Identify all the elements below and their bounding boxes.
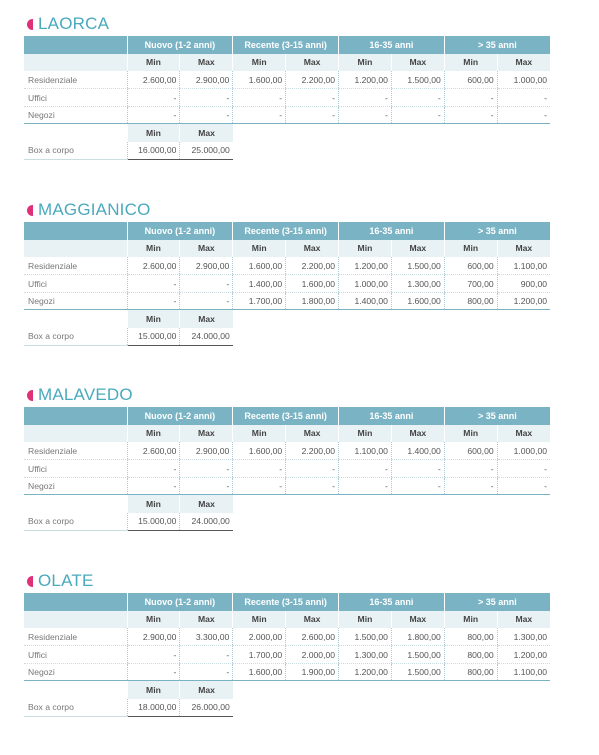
price-cell: 1.200,00 — [339, 257, 392, 275]
price-cell: 2.200,00 — [286, 442, 339, 460]
price-cell: 1.700,00 — [233, 646, 286, 664]
header-blank-cell — [24, 681, 127, 699]
price-cell: - — [127, 275, 180, 293]
box-min-header: Min — [127, 681, 180, 699]
price-cell: - — [339, 106, 392, 124]
max-header: Max — [180, 425, 233, 443]
box-min-value: 15.000,00 — [127, 513, 180, 531]
box-min-value: 18.000,00 — [127, 699, 180, 717]
age-group-header: 16-35 anni — [339, 407, 445, 425]
max-header: Max — [286, 54, 339, 72]
row-label: Residenziale — [24, 628, 127, 646]
header-blank-cell — [24, 54, 127, 72]
box-min-value: 16.000,00 — [127, 142, 180, 160]
box-row — [24, 328, 550, 346]
price-cell: - — [444, 477, 497, 495]
age-group-header: Recente (3-15 anni) — [233, 593, 339, 611]
half-circle-marker-icon — [27, 576, 33, 587]
header-blank-cell — [233, 310, 550, 328]
header-blank-cell — [24, 310, 127, 328]
min-max-header-row — [24, 425, 550, 443]
price-cell: 1.800,00 — [391, 628, 444, 646]
age-group-header: Nuovo (1-2 anni) — [127, 407, 233, 425]
price-table — [24, 593, 550, 717]
box-label: Box a corpo — [24, 513, 127, 531]
price-cell: 2.900,00 — [180, 442, 233, 460]
max-header: Max — [286, 240, 339, 258]
price-cell: 1.300,00 — [339, 646, 392, 664]
min-header: Min — [127, 240, 180, 258]
age-group-header: > 35 anni — [444, 593, 550, 611]
price-cell: 1.100,00 — [497, 663, 550, 681]
box-label: Box a corpo — [24, 328, 127, 346]
price-cell: 1.700,00 — [233, 292, 286, 310]
price-cell: - — [180, 460, 233, 478]
box-header-row — [24, 124, 550, 142]
price-cell: 800,00 — [444, 292, 497, 310]
box-row — [24, 513, 550, 531]
price-cell: - — [127, 460, 180, 478]
price-cell: 1.400,00 — [233, 275, 286, 293]
price-cell: - — [127, 292, 180, 310]
price-cell: 700,00 — [444, 275, 497, 293]
min-header: Min — [127, 611, 180, 629]
box-max-header: Max — [180, 495, 233, 513]
box-max-value: 24.000,00 — [180, 513, 233, 531]
price-cell: - — [180, 106, 233, 124]
price-cell: 2.900,00 — [180, 71, 233, 89]
price-cell: - — [286, 106, 339, 124]
row-label: Uffici — [24, 646, 127, 664]
table-row — [24, 257, 550, 275]
price-cell: 600,00 — [444, 442, 497, 460]
price-cell: - — [497, 106, 550, 124]
price-cell: 1.000,00 — [339, 275, 392, 293]
box-min-header: Min — [127, 124, 180, 142]
price-cell: 1.500,00 — [391, 646, 444, 664]
section-title: OLATE — [38, 571, 94, 590]
box-max-value: 25.000,00 — [180, 142, 233, 160]
min-max-header-row — [24, 611, 550, 629]
price-cell: 2.900,00 — [127, 628, 180, 646]
row-label: Residenziale — [24, 257, 127, 275]
price-cell: 1.100,00 — [497, 257, 550, 275]
price-cell: 1.200,00 — [339, 71, 392, 89]
header-blank-cell — [24, 124, 127, 142]
age-group-header-row — [24, 407, 550, 425]
price-table — [24, 222, 550, 346]
price-cell: - — [180, 663, 233, 681]
district-section — [24, 14, 550, 160]
section-header — [24, 14, 550, 34]
min-header: Min — [444, 240, 497, 258]
min-max-header-row — [24, 54, 550, 72]
price-cell: 2.000,00 — [233, 628, 286, 646]
header-blank-cell — [24, 240, 127, 258]
table-row — [24, 663, 550, 681]
max-header: Max — [497, 240, 550, 258]
price-cell: 1.800,00 — [286, 292, 339, 310]
price-cell: - — [391, 477, 444, 495]
price-cell: - — [497, 477, 550, 495]
row-label: Residenziale — [24, 71, 127, 89]
min-header: Min — [339, 240, 392, 258]
box-blank-cell — [233, 142, 550, 160]
price-cell: 1.600,00 — [391, 292, 444, 310]
age-group-header: > 35 anni — [444, 222, 550, 240]
half-circle-marker-icon — [27, 390, 33, 401]
price-cell: 1.300,00 — [497, 628, 550, 646]
age-group-header: 16-35 anni — [339, 593, 445, 611]
age-group-header: 16-35 anni — [339, 222, 445, 240]
price-cell: - — [127, 663, 180, 681]
half-circle-marker-icon — [27, 205, 33, 216]
price-cell: - — [180, 89, 233, 107]
price-cell: 1.100,00 — [339, 442, 392, 460]
box-blank-cell — [233, 699, 550, 717]
min-max-header-row — [24, 240, 550, 258]
min-header: Min — [233, 611, 286, 629]
price-cell: 1.600,00 — [286, 275, 339, 293]
header-blank-cell — [233, 495, 550, 513]
box-max-header: Max — [180, 124, 233, 142]
max-header: Max — [497, 54, 550, 72]
box-row — [24, 142, 550, 160]
table-row — [24, 477, 550, 495]
max-header: Max — [180, 240, 233, 258]
row-label: Negozi — [24, 292, 127, 310]
box-max-header: Max — [180, 310, 233, 328]
min-header: Min — [127, 54, 180, 72]
header-blank-cell — [24, 425, 127, 443]
price-cell: 1.900,00 — [286, 663, 339, 681]
price-cell: 1.000,00 — [497, 442, 550, 460]
max-header: Max — [391, 611, 444, 629]
price-cell: 1.200,00 — [339, 663, 392, 681]
box-label: Box a corpo — [24, 699, 127, 717]
header-blank-cell — [24, 407, 127, 425]
price-cell: 800,00 — [444, 646, 497, 664]
min-header: Min — [233, 240, 286, 258]
half-circle-marker-icon — [27, 19, 33, 30]
box-row — [24, 699, 550, 717]
price-cell: - — [127, 89, 180, 107]
max-header: Max — [391, 54, 444, 72]
price-cell: 2.600,00 — [127, 442, 180, 460]
box-label: Box a corpo — [24, 142, 127, 160]
max-header: Max — [180, 611, 233, 629]
price-cell: 2.600,00 — [127, 257, 180, 275]
box-max-header: Max — [180, 681, 233, 699]
price-cell: - — [233, 106, 286, 124]
price-cell: - — [444, 89, 497, 107]
price-cell: - — [127, 477, 180, 495]
max-header: Max — [286, 611, 339, 629]
price-cell: 1.500,00 — [339, 628, 392, 646]
price-cell: - — [444, 106, 497, 124]
table-row — [24, 71, 550, 89]
district-section — [24, 200, 550, 346]
price-cell: 1.400,00 — [339, 292, 392, 310]
min-header: Min — [339, 425, 392, 443]
price-cell: 1.500,00 — [391, 257, 444, 275]
header-blank-cell — [24, 222, 127, 240]
section-title: MAGGIANICO — [38, 200, 151, 219]
price-cell: 900,00 — [497, 275, 550, 293]
price-cell: 1.000,00 — [497, 71, 550, 89]
table-row — [24, 106, 550, 124]
age-group-header: Nuovo (1-2 anni) — [127, 222, 233, 240]
box-blank-cell — [233, 513, 550, 531]
price-cell: 1.200,00 — [497, 646, 550, 664]
price-cell: - — [286, 460, 339, 478]
table-row — [24, 442, 550, 460]
price-cell: 3.300,00 — [180, 628, 233, 646]
price-cell: - — [339, 477, 392, 495]
price-cell: - — [339, 460, 392, 478]
header-blank-cell — [24, 593, 127, 611]
min-header: Min — [444, 54, 497, 72]
price-cell: - — [497, 89, 550, 107]
box-header-row — [24, 310, 550, 328]
max-header: Max — [286, 425, 339, 443]
box-header-row — [24, 495, 550, 513]
age-group-header: Recente (3-15 anni) — [233, 36, 339, 54]
price-table — [24, 36, 550, 160]
row-label: Residenziale — [24, 442, 127, 460]
price-cell: - — [286, 89, 339, 107]
price-cell: - — [444, 460, 497, 478]
section-header — [24, 200, 550, 220]
header-blank-cell — [24, 611, 127, 629]
age-group-header-row — [24, 36, 550, 54]
price-cell: - — [391, 460, 444, 478]
age-group-header: Recente (3-15 anni) — [233, 407, 339, 425]
row-label: Negozi — [24, 477, 127, 495]
section-header — [24, 571, 550, 591]
min-header: Min — [127, 425, 180, 443]
age-group-header: > 35 anni — [444, 36, 550, 54]
row-label: Uffici — [24, 460, 127, 478]
price-cell: - — [233, 477, 286, 495]
section-title: MALAVEDO — [38, 385, 133, 404]
table-row — [24, 89, 550, 107]
header-blank-cell — [24, 36, 127, 54]
price-cell: 1.600,00 — [233, 442, 286, 460]
table-row — [24, 628, 550, 646]
price-cell: - — [233, 460, 286, 478]
age-group-header-row — [24, 593, 550, 611]
price-cell: 1.300,00 — [391, 275, 444, 293]
min-header: Min — [339, 54, 392, 72]
price-cell: 1.400,00 — [391, 442, 444, 460]
price-cell: - — [127, 646, 180, 664]
age-group-header: Nuovo (1-2 anni) — [127, 593, 233, 611]
price-cell: 1.600,00 — [233, 257, 286, 275]
age-group-header: Recente (3-15 anni) — [233, 222, 339, 240]
age-group-header-row — [24, 222, 550, 240]
price-cell: 800,00 — [444, 628, 497, 646]
max-header: Max — [180, 54, 233, 72]
price-cell: - — [286, 477, 339, 495]
price-cell: - — [127, 106, 180, 124]
section-title: LAORCA — [38, 14, 110, 33]
price-cell: 2.600,00 — [127, 71, 180, 89]
min-header: Min — [339, 611, 392, 629]
price-cell: - — [180, 292, 233, 310]
price-cell: - — [180, 646, 233, 664]
price-cell: 2.000,00 — [286, 646, 339, 664]
price-cell: - — [180, 275, 233, 293]
min-header: Min — [233, 54, 286, 72]
district-section — [24, 571, 550, 717]
max-header: Max — [497, 425, 550, 443]
header-blank-cell — [24, 495, 127, 513]
box-min-header: Min — [127, 310, 180, 328]
row-label: Uffici — [24, 89, 127, 107]
price-cell: 800,00 — [444, 663, 497, 681]
price-cell: 600,00 — [444, 71, 497, 89]
table-row — [24, 275, 550, 293]
price-cell: 1.500,00 — [391, 663, 444, 681]
box-min-header: Min — [127, 495, 180, 513]
district-section — [24, 385, 550, 531]
price-cell: - — [180, 477, 233, 495]
price-cell: - — [497, 460, 550, 478]
section-header — [24, 385, 550, 405]
price-cell: - — [233, 89, 286, 107]
box-header-row — [24, 681, 550, 699]
row-label: Negozi — [24, 663, 127, 681]
box-min-value: 15.000,00 — [127, 328, 180, 346]
price-cell: 2.200,00 — [286, 71, 339, 89]
max-header: Max — [391, 240, 444, 258]
table-row — [24, 646, 550, 664]
row-label: Uffici — [24, 275, 127, 293]
age-group-header: > 35 anni — [444, 407, 550, 425]
table-row — [24, 292, 550, 310]
price-cell: 1.600,00 — [233, 663, 286, 681]
min-header: Min — [444, 425, 497, 443]
price-cell: 1.500,00 — [391, 71, 444, 89]
header-blank-cell — [233, 681, 550, 699]
min-header: Min — [444, 611, 497, 629]
row-label: Negozi — [24, 106, 127, 124]
age-group-header: Nuovo (1-2 anni) — [127, 36, 233, 54]
price-table — [24, 407, 550, 531]
price-cell: - — [339, 89, 392, 107]
price-cell: 2.600,00 — [286, 628, 339, 646]
max-header: Max — [391, 425, 444, 443]
box-max-value: 24.000,00 — [180, 328, 233, 346]
price-cell: - — [391, 106, 444, 124]
header-blank-cell — [233, 124, 550, 142]
box-blank-cell — [233, 328, 550, 346]
min-header: Min — [233, 425, 286, 443]
price-cell: 1.200,00 — [497, 292, 550, 310]
max-header: Max — [497, 611, 550, 629]
price-cell: 2.900,00 — [180, 257, 233, 275]
box-max-value: 26.000,00 — [180, 699, 233, 717]
price-cell: - — [391, 89, 444, 107]
price-cell: 600,00 — [444, 257, 497, 275]
age-group-header: 16-35 anni — [339, 36, 445, 54]
price-cell: 2.200,00 — [286, 257, 339, 275]
table-row — [24, 460, 550, 478]
price-cell: 1.600,00 — [233, 71, 286, 89]
